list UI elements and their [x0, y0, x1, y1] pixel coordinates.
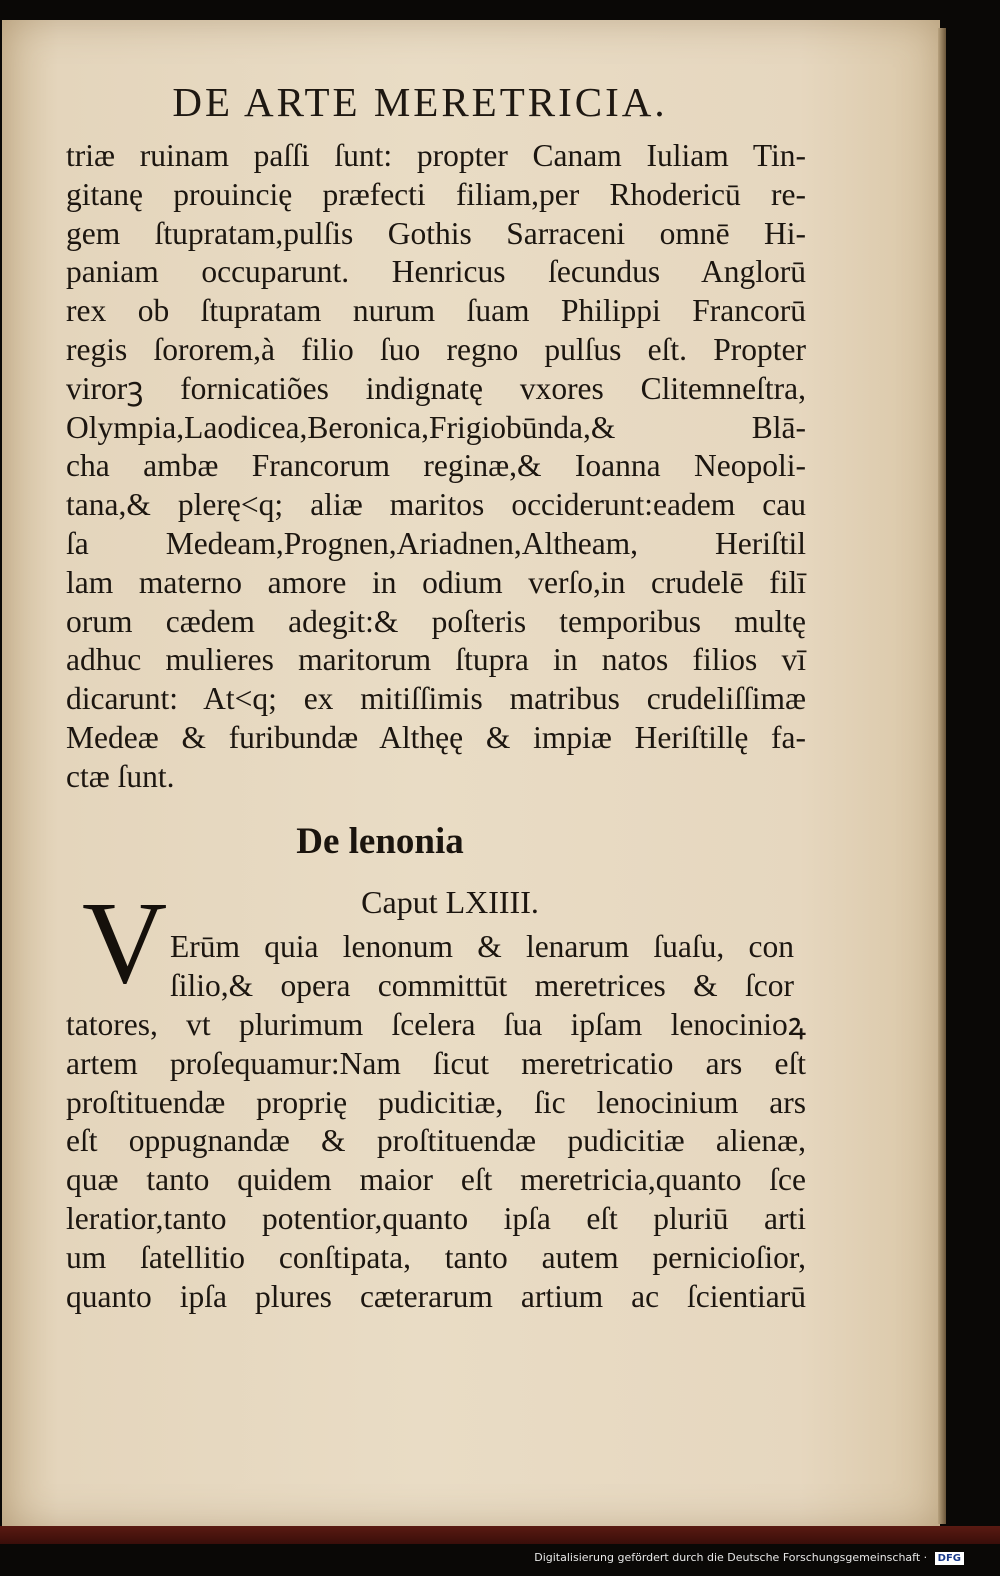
text-line: cha ambæ Francorum reginæ,& Ioanna Neopoli- — [66, 448, 806, 484]
text-block-indented — [170, 928, 794, 1006]
text-line: adhuc mulieres maritorum ſtupra in natos filios vī — [66, 642, 806, 678]
text-line: tana,& plerę<q; aliæ maritos occiderunt:eadem cau — [66, 487, 806, 523]
text-line: ſilio,& opera committūt meretrices & ſcor — [170, 967, 794, 1003]
text-line: ctæ ſunt. — [66, 758, 175, 794]
text-line: paniam occuparunt. Henricus ſecundus Anglorū — [66, 254, 806, 290]
text-line: orum cædem adegit:& poſteris temporibus multę — [66, 603, 806, 639]
text-line: eſt oppugnandæ & proſtituendæ pudicitiæ alienæ, — [66, 1123, 806, 1159]
chapter-number: Caput LXIIII. — [361, 884, 539, 920]
text-line: triæ ruinam paſſi ſunt: propter Canam Iuliam Tin- — [66, 138, 806, 173]
chapter-title: De lenonia — [296, 821, 464, 862]
text-line: um ſatellitio conſtipata, tanto autem pernicioſior, — [66, 1239, 806, 1275]
text-line: Olympia,Laodicea,Beronica,Frigiobūnda,& Blā- — [66, 409, 806, 445]
text-line: gitanę prouincię præfecti filiam,per Rhodericū re- — [66, 176, 806, 212]
text-line: Erūm quia lenonum & lenarum ſuaſu, con — [170, 929, 794, 964]
text-line: dicarunt: At<q; ex mitiſſimis matribus crudeliſſimæ — [66, 681, 806, 717]
text-line: proſtituendæ proprię pudicitiæ, ſic lenocinium ars — [66, 1084, 806, 1120]
dfg-logo: DFG — [935, 1552, 964, 1565]
drop-initial: V — [82, 877, 168, 1008]
running-head: DE ARTE MERETRICIA. — [172, 79, 668, 125]
digitization-credit — [534, 1551, 964, 1565]
text-line: artem proſequamur:Nam ſicut meretricatio ars eſt — [66, 1045, 806, 1081]
text-line: gem ſtupratam,pulſis Gothis Sarraceni omnē Hi- — [66, 215, 806, 251]
text-line: lam materno amore in odium verſo,in crudelē filī — [66, 564, 806, 600]
text-line: leratior,tanto potentior,quanto ipſa eſt pluriū arti — [66, 1200, 806, 1236]
text-block-bottom — [66, 1006, 806, 1316]
page-edge — [938, 28, 946, 1524]
text-line: quæ tanto quidem maior eſt meretricia,quanto ſce — [66, 1162, 806, 1198]
text-line: virorꝫ fornicatiões indignatę vxores Clitemneſtra, — [66, 370, 806, 406]
text-line: Medeæ & furibundæ Althęę & impiæ Heriſtillę fa- — [66, 719, 806, 755]
text-line: tatores, vt plurimum ſcelera ſua ipſam lenocinioꝝ — [66, 1007, 806, 1042]
text-line: regis ſororem,à filio ſuo regno pulſus eſt. Propter — [66, 331, 806, 367]
text-line: ſa Medeam,Prognen,Ariadnen,Altheam, Heriſtil — [66, 525, 806, 561]
text-line: rex ob ſtupratam nurum ſuam Philippi Francorū — [66, 293, 806, 329]
binding-strip — [0, 1526, 1000, 1544]
text-block-top — [66, 137, 806, 797]
credit-text: Digitalisierung gefördert durch die Deutsche Forschungsgemeinschaft · — [534, 1551, 928, 1564]
text-line: quanto ipſa plures cæterarum artium ac ſcientiarū — [66, 1278, 806, 1314]
